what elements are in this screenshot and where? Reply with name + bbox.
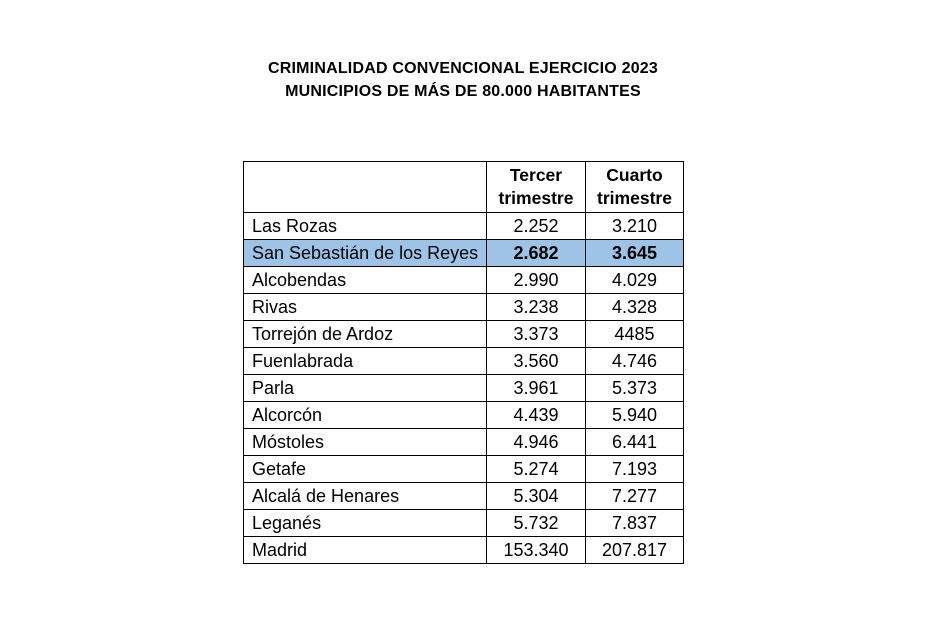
municipality-name: Las Rozas <box>244 213 487 240</box>
table-header-row <box>244 162 684 213</box>
municipality-name: Alcalá de Henares <box>244 483 487 510</box>
third-quarter-value: 3.560 <box>487 348 586 375</box>
table-row <box>244 267 684 294</box>
title-line-1: CRIMINALIDAD CONVENCIONAL EJERCICIO 2023 <box>268 60 658 77</box>
table-row <box>244 294 684 321</box>
fourth-quarter-column-header: Cuarto trimestre <box>586 162 684 213</box>
fourth-quarter-value: 5.940 <box>586 402 684 429</box>
third-quarter-value: 4.439 <box>487 402 586 429</box>
third-quarter-value: 2.990 <box>487 267 586 294</box>
third-quarter-value: 3.373 <box>487 321 586 348</box>
third-quarter-column-header: Tercer trimestre <box>487 162 586 213</box>
third-quarter-value: 153.340 <box>487 537 586 564</box>
third-quarter-value: 5.304 <box>487 483 586 510</box>
municipality-name: Madrid <box>244 537 487 564</box>
fourth-quarter-value: 4.746 <box>586 348 684 375</box>
third-quarter-value: 5.732 <box>487 510 586 537</box>
third-quarter-value: 2.682 <box>487 240 586 267</box>
fourth-quarter-value: 4.328 <box>586 294 684 321</box>
fourth-quarter-value: 6.441 <box>586 429 684 456</box>
fourth-quarter-value: 3.645 <box>586 240 684 267</box>
table-row <box>244 240 684 267</box>
fourth-quarter-value: 4.029 <box>586 267 684 294</box>
fourth-quarter-value: 7.193 <box>586 456 684 483</box>
municipality-name: Rivas <box>244 294 487 321</box>
third-quarter-value: 3.238 <box>487 294 586 321</box>
third-quarter-value: 3.961 <box>487 375 586 402</box>
municipality-name: Móstoles <box>244 429 487 456</box>
fourth-quarter-value: 7.837 <box>586 510 684 537</box>
table-row <box>244 510 684 537</box>
municipality-name: Leganés <box>244 510 487 537</box>
municipality-name: Getafe <box>244 456 487 483</box>
municipality-name: Alcorcón <box>244 402 487 429</box>
municipality-name: Torrejón de Ardoz <box>244 321 487 348</box>
table-row <box>244 402 684 429</box>
municipality-name: Parla <box>244 375 487 402</box>
page-title <box>63 57 863 103</box>
third-quarter-value: 2.252 <box>487 213 586 240</box>
fourth-quarter-value: 5.373 <box>586 375 684 402</box>
fourth-quarter-value: 7.277 <box>586 483 684 510</box>
table-row <box>244 348 684 375</box>
table-row <box>244 213 684 240</box>
title-line-2: MUNICIPIOS DE MÁS DE 80.000 HABITANTES <box>285 83 641 100</box>
table-row <box>244 456 684 483</box>
fourth-quarter-value: 3.210 <box>586 213 684 240</box>
municipality-column-header <box>244 162 487 213</box>
table-row <box>244 321 684 348</box>
criminality-table <box>243 161 684 564</box>
table-row <box>244 483 684 510</box>
fourth-quarter-value: 4485 <box>586 321 684 348</box>
municipality-name: San Sebastián de los Reyes <box>244 240 487 267</box>
fourth-quarter-value: 207.817 <box>586 537 684 564</box>
third-quarter-value: 5.274 <box>487 456 586 483</box>
third-quarter-value: 4.946 <box>487 429 586 456</box>
table-row <box>244 537 684 564</box>
table-row <box>244 375 684 402</box>
table-row <box>244 429 684 456</box>
municipality-name: Alcobendas <box>244 267 487 294</box>
municipality-name: Fuenlabrada <box>244 348 487 375</box>
